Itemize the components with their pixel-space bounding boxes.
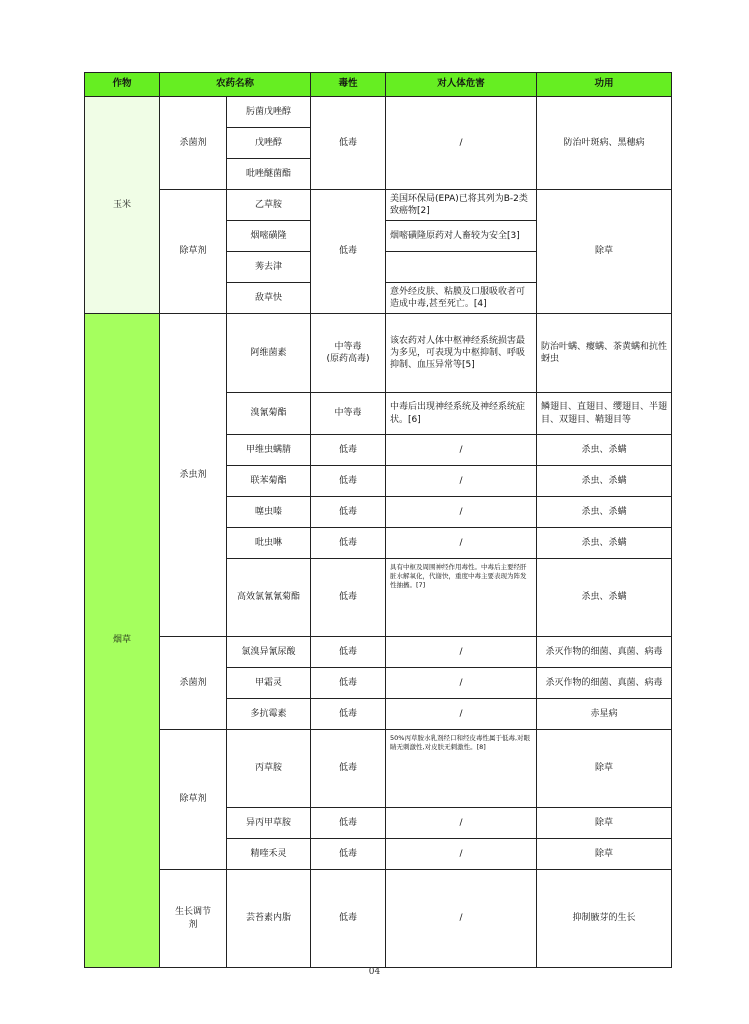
category-cell: 除草剂: [160, 730, 227, 870]
category-cell: 杀菌剂: [160, 97, 227, 190]
pesticide-name: 溴氰菊酯: [227, 393, 311, 435]
toxicity-cell: 低毒: [311, 808, 386, 839]
pesticide-name: 联苯菊酯: [227, 466, 311, 497]
harm-cell: [386, 252, 537, 283]
pesticide-name: 乙草胺: [227, 190, 311, 221]
toxicity-cell: 低毒: [311, 559, 386, 637]
table-row: [85, 730, 672, 808]
header-toxicity: 毒性: [311, 73, 386, 97]
effect-cell: 抑制腋芽的生长: [537, 870, 672, 968]
effect-cell: 杀虫、杀螨: [537, 559, 672, 637]
toxicity-cell: 低毒: [311, 637, 386, 668]
pesticide-name: 精喹禾灵: [227, 839, 311, 870]
harm-cell: /: [386, 699, 537, 730]
effect-cell: 除草: [537, 730, 672, 808]
pesticide-name: 吡虫啉: [227, 528, 311, 559]
header-crop: 作物: [85, 73, 160, 97]
effect-cell: 杀虫、杀螨: [537, 466, 672, 497]
harm-cell: /: [386, 870, 537, 968]
harm-cell: /: [386, 839, 537, 870]
toxicity-cell: 低毒: [311, 190, 386, 314]
effect-cell: 杀灭作物的细菌、真菌、病毒: [537, 637, 672, 668]
table-row: [85, 637, 672, 668]
toxicity-cell: [311, 314, 386, 393]
harm-cell: /: [386, 466, 537, 497]
harm-cell: /: [386, 637, 537, 668]
toxicity-cell: 低毒: [311, 668, 386, 699]
effect-cell: 杀虫、杀螨: [537, 435, 672, 466]
category-cell: 生长调节剂: [160, 870, 227, 968]
category-cell: 除草剂: [160, 190, 227, 314]
effect-cell: 除草: [537, 190, 672, 314]
pesticide-name: 丙草胺: [227, 730, 311, 808]
toxicity-cell: 低毒: [311, 870, 386, 968]
pesticide-name: 异丙甲草胺: [227, 808, 311, 839]
toxicity-cell: 中等毒: [311, 393, 386, 435]
toxicity-cell: 低毒: [311, 839, 386, 870]
header-effect: 功用: [537, 73, 672, 97]
harm-cell: /: [386, 97, 537, 190]
pesticide-name: 噻虫嗪: [227, 497, 311, 528]
toxicity-cell: 低毒: [311, 497, 386, 528]
table-row: [85, 190, 672, 221]
pesticide-name: 芸苔素内脂: [227, 870, 311, 968]
header-harm: 对人体危害: [386, 73, 537, 97]
toxicity-cell: 低毒: [311, 699, 386, 730]
effect-cell: 防治叶斑病、黑穗病: [537, 97, 672, 190]
pesticide-name: 甲霜灵: [227, 668, 311, 699]
pesticide-name: 高效氯氰氰菊酯: [227, 559, 311, 637]
table-row: [85, 314, 672, 393]
effect-cell: 赤星病: [537, 699, 672, 730]
effect-cell: 杀灭作物的细菌、真菌、病毒: [537, 668, 672, 699]
pesticide-name: 烟嘧磺隆: [227, 221, 311, 252]
harm-cell: 中毒后出现神经系统及神经系统症状。[6]: [386, 393, 537, 435]
effect-cell: 防治叶螨、瘿螨、茶黄螨和抗性蚜虫: [537, 314, 672, 393]
toxicity-cell: 低毒: [311, 97, 386, 190]
harm-cell: /: [386, 808, 537, 839]
pesticide-name: 莠去津: [227, 252, 311, 283]
harm-cell: 烟嘧磺隆原药对人畜较为安全[3]: [386, 221, 537, 252]
pesticide-name: 戊唑醇: [227, 128, 311, 159]
effect-cell: 鳞翅目、直翅目、缨翅目、半翅目、双翅目、鞘翅目等: [537, 393, 672, 435]
table-row: [85, 97, 672, 128]
pesticide-name: 吡唑醚菌酯: [227, 159, 311, 190]
effect-cell: 除草: [537, 808, 672, 839]
toxicity-cell: 低毒: [311, 435, 386, 466]
pesticide-name: 氯溴异氰尿酸: [227, 637, 311, 668]
pesticide-name: 多抗霉素: [227, 699, 311, 730]
harm-cell: 该农药对人体中枢神经系统损害最为多见，可表现为中枢抑制、呼吸抑制、血压异常等[5]: [386, 314, 537, 393]
harm-cell: /: [386, 528, 537, 559]
harm-cell: /: [386, 497, 537, 528]
harm-cell: /: [386, 435, 537, 466]
crop-cell-corn: 玉米: [85, 97, 160, 314]
toxicity-cell: 低毒: [311, 730, 386, 808]
toxicity-cell: 低毒: [311, 528, 386, 559]
table-header-row: [85, 73, 672, 97]
toxicity-note: (原药高毒): [326, 354, 370, 364]
harm-cell: 具有中枢及周围神经作用毒性。中毒后主要经肝脏水解氧化，代谢快，重度中毒主要表现为阵发性抽搐。[7]: [386, 559, 537, 637]
header-name: 农药名称: [160, 73, 311, 97]
pesticide-name: 阿维菌素: [227, 314, 311, 393]
category-cell: 杀虫剂: [160, 314, 227, 637]
harm-cell: /: [386, 668, 537, 699]
toxicity-line: 中等毒: [334, 341, 362, 352]
pesticide-name: 肟菌戊唑醇: [227, 97, 311, 128]
harm-cell: 50%丙草胺水乳剂经口和经皮毒性属于低毒,对眼睛无刺激性,对皮肤无刺激性。[8]: [386, 730, 537, 808]
pesticide-table: [84, 72, 672, 968]
table-row: [85, 870, 672, 968]
harm-cell: 意外经皮肤、粘膜及口服吸收者可造成中毒,甚至死亡。[4]: [386, 283, 537, 314]
toxicity-cell: 低毒: [311, 466, 386, 497]
harm-cell: 美国环保局(EPA)已将其列为B-2类致癌物[2]: [386, 190, 537, 221]
page-number: 04: [368, 967, 381, 977]
effect-cell: 杀虫、杀螨: [537, 528, 672, 559]
pesticide-name: 敌草快: [227, 283, 311, 314]
crop-cell-tobacco: 烟草: [85, 314, 160, 968]
category-cell: 杀菌剂: [160, 637, 227, 730]
effect-cell: 杀虫、杀螨: [537, 497, 672, 528]
pesticide-name: 甲维虫螨腈: [227, 435, 311, 466]
effect-cell: 除草: [537, 839, 672, 870]
